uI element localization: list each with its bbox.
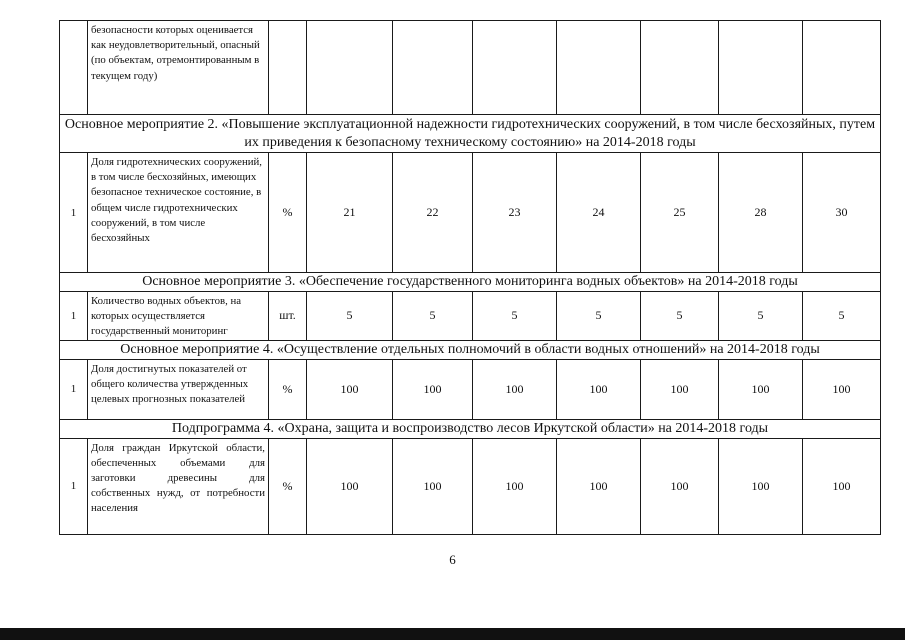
value-cell <box>719 21 803 115</box>
value-cell <box>803 21 881 115</box>
indicator-name: безопасности которых оценивается как неудовлетворительный, опасный (по объектам, отремонтированным в текущем году) <box>88 21 269 115</box>
scan-edge <box>0 628 905 640</box>
unit-cell: % <box>269 359 307 419</box>
value-cell: 100 <box>641 359 719 419</box>
value-cell: 5 <box>307 292 393 341</box>
value-cell <box>307 21 393 115</box>
unit-cell: % <box>269 438 307 534</box>
value-cell: 5 <box>803 292 881 341</box>
value-cell: 100 <box>803 359 881 419</box>
page-number: 6 <box>449 552 456 567</box>
value-cell: 5 <box>641 292 719 341</box>
value-cell <box>557 21 641 115</box>
value-cell: 100 <box>307 359 393 419</box>
value-cell: 24 <box>557 153 641 273</box>
table-row <box>60 292 881 341</box>
value-cell: 100 <box>557 438 641 534</box>
indicator-name: Количество водных объектов, на которых осуществляется государственный мониторинг <box>88 292 269 341</box>
row-index: 1 <box>60 438 88 534</box>
value-cell: 5 <box>719 292 803 341</box>
value-cell <box>393 21 473 115</box>
value-cell: 100 <box>473 359 557 419</box>
value-cell: 100 <box>719 359 803 419</box>
value-cell <box>641 21 719 115</box>
value-cell: 22 <box>393 153 473 273</box>
table-row <box>60 21 881 115</box>
unit-cell: % <box>269 153 307 273</box>
value-cell: 30 <box>803 153 881 273</box>
value-cell: 100 <box>803 438 881 534</box>
unit-cell: шт. <box>269 292 307 341</box>
row-index: 1 <box>60 153 88 273</box>
value-cell: 5 <box>393 292 473 341</box>
row-index: 1 <box>60 292 88 341</box>
section-header-row <box>60 340 881 359</box>
value-cell: 5 <box>557 292 641 341</box>
indicator-name: Доля достигнутых показателей от общего количества утвержденных целевых прогнозных показателей <box>88 359 269 419</box>
value-cell: 100 <box>719 438 803 534</box>
value-cell: 5 <box>473 292 557 341</box>
section-header: Основное мероприятие 3. «Обеспечение государственного мониторинга водных объектов» на 2014-2018 годы <box>60 273 881 292</box>
section-header-row <box>60 273 881 292</box>
indicators-table <box>59 20 881 535</box>
indicator-name: Доля гидротехнических сооружений, в том числе бесхозяйных, имеющих безопасное техническое состояние, в общем числе гидротехнических сооружений, в том числе бесхозяйных <box>88 153 269 273</box>
value-cell: 25 <box>641 153 719 273</box>
value-cell: 100 <box>557 359 641 419</box>
section-header-row <box>60 115 881 153</box>
value-cell: 100 <box>473 438 557 534</box>
table-row <box>60 438 881 534</box>
row-index <box>60 21 88 115</box>
section-header: Подпрограмма 4. «Охрана, защита и воспроизводство лесов Иркутской области» на 2014-2018 годы <box>60 419 881 438</box>
value-cell: 28 <box>719 153 803 273</box>
section-header-row <box>60 419 881 438</box>
indicator-name: Доля граждан Иркутской области, обеспеченных объемами для заготовки древесины для собственных нужд, от потребности населения <box>88 438 269 534</box>
row-index: 1 <box>60 359 88 419</box>
value-cell <box>473 21 557 115</box>
table-row <box>60 359 881 419</box>
unit-cell <box>269 21 307 115</box>
table-row <box>60 153 881 273</box>
value-cell: 100 <box>307 438 393 534</box>
section-header: Основное мероприятие 2. «Повышение эксплуатационной надежности гидротехнических сооружений, в том числе бесхозяйных, путем их приведения к безопасному техническому состоянию» на 2014-2018 годы <box>60 115 881 153</box>
section-header: Основное мероприятие 4. «Осуществление отдельных полномочий в области водных отношений» на 2014-2018 годы <box>60 340 881 359</box>
value-cell: 21 <box>307 153 393 273</box>
value-cell: 23 <box>473 153 557 273</box>
value-cell: 100 <box>641 438 719 534</box>
value-cell: 100 <box>393 438 473 534</box>
value-cell: 100 <box>393 359 473 419</box>
